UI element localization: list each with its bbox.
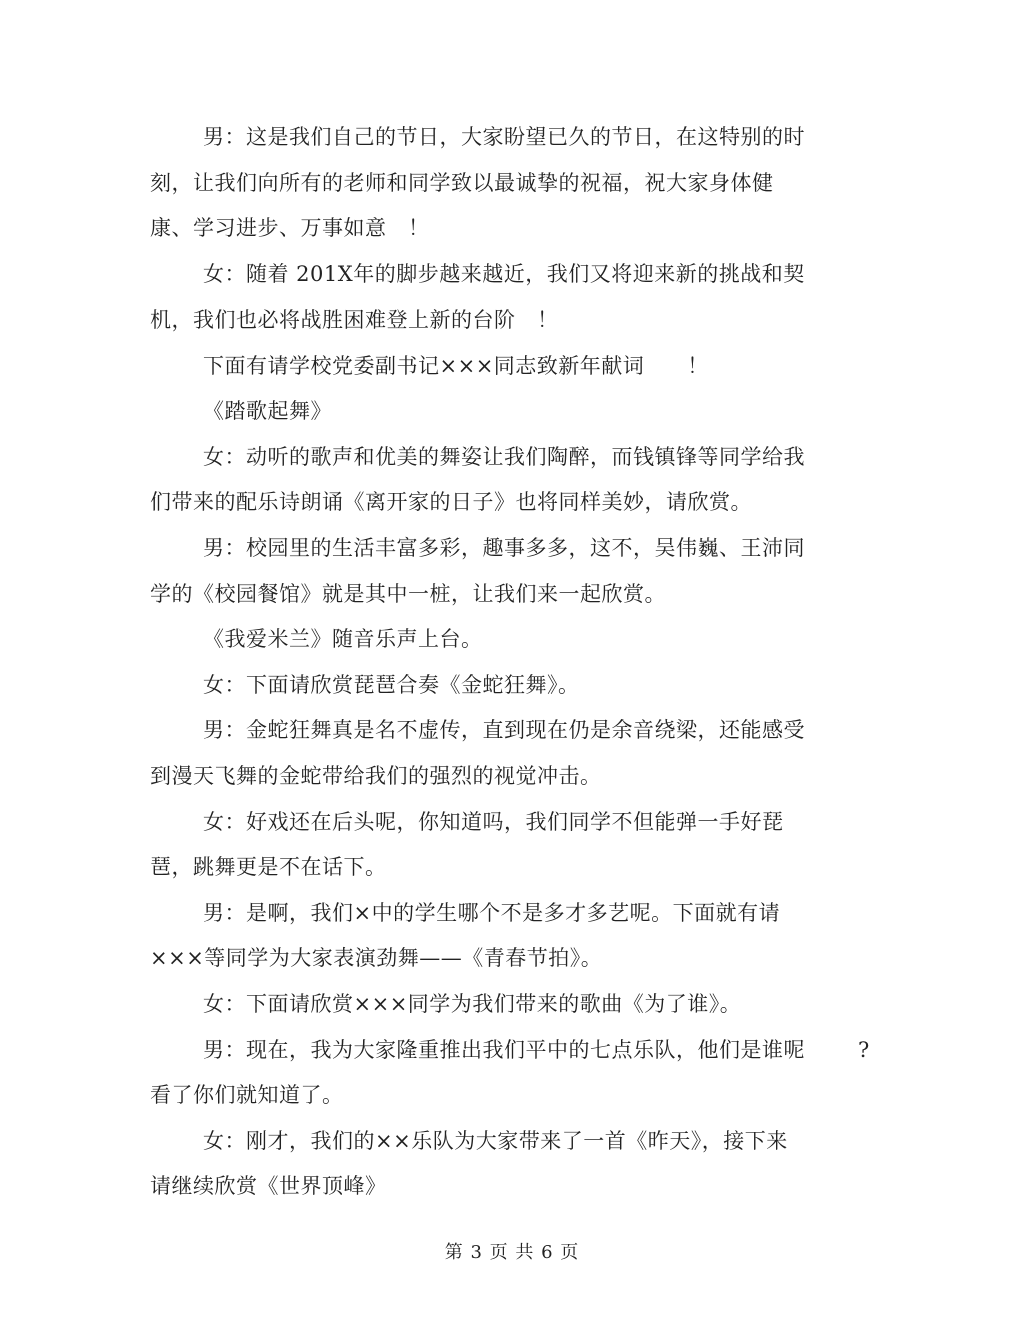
text-line: 男：校园里的生活丰富多彩，趣事多多，这不，吴伟巍、王沛同 — [203, 536, 805, 560]
text-line: 女：动听的歌声和优美的舞姿让我们陶醉，而钱镇锋等同学给我 — [203, 445, 805, 469]
text-line: 女：下面请欣赏×××同学为我们带来的歌曲《为了谁》。 — [203, 992, 742, 1016]
text-line: 康、学习进步、万事如意 ！ — [150, 216, 430, 240]
text-line: 女：下面请欣赏琵琶合奏《金蛇狂舞》。 — [203, 673, 580, 697]
text-line: 学的《校园餐馆》就是其中一桩，让我们来一起欣赏。 — [150, 582, 666, 606]
text-line: 男：金蛇狂舞真是名不虚传，直到现在仍是余音绕梁，还能感受 — [203, 718, 805, 742]
text-line: 下面有请学校党委副书记×××同志致新年献词 ！ — [203, 354, 709, 378]
text-line: 女：好戏还在后头呢，你知道吗，我们同学不但能弹一手好琵 — [203, 810, 784, 834]
text-line: 女：刚才，我们的××乐队为大家带来了一首《昨天》，接下来 — [203, 1129, 788, 1153]
question-mark: ? — [858, 1038, 870, 1062]
text-line: 请继续欣赏《世界顶峰》 — [150, 1174, 387, 1198]
text-line: 琶，跳舞更是不在话下。 — [150, 855, 387, 879]
text-line: ×××等同学为大家表演劲舞——《青春节拍》。 — [150, 946, 603, 970]
text-line: 男：现在，我为大家隆重推出我们平中的七点乐队，他们是谁呢 — [203, 1038, 805, 1062]
text-line: 刻，让我们向所有的老师和同学致以最诚挚的祝福，祝大家身体健 — [150, 171, 774, 195]
text-line: 男：这是我们自己的节日，大家盼望已久的节日，在这特别的时 — [203, 125, 805, 149]
text-line: 《我爱米兰》随音乐声上台。 — [203, 627, 483, 651]
text-line: 到漫天飞舞的金蛇带给我们的强烈的视觉冲击。 — [150, 764, 602, 788]
page-footer: 第 3 页 共 6 页 — [444, 1242, 580, 1263]
text-line: 《踏歌起舞》 — [203, 399, 332, 423]
text-line: 机，我们也必将战胜困难登上新的台阶 ！ — [150, 308, 559, 332]
text-line: 女：随着 201X年的脚步越来越近，我们又将迎来新的挑战和契 — [203, 262, 805, 286]
text-line: 们带来的配乐诗朗诵《离开家的日子》也将同样美妙，请欣赏。 — [150, 490, 752, 514]
text-line: 看了你们就知道了。 — [150, 1083, 344, 1107]
text-line: 男：是啊，我们×中的学生哪个不是多才多艺呢。下面就有请 — [203, 901, 781, 925]
